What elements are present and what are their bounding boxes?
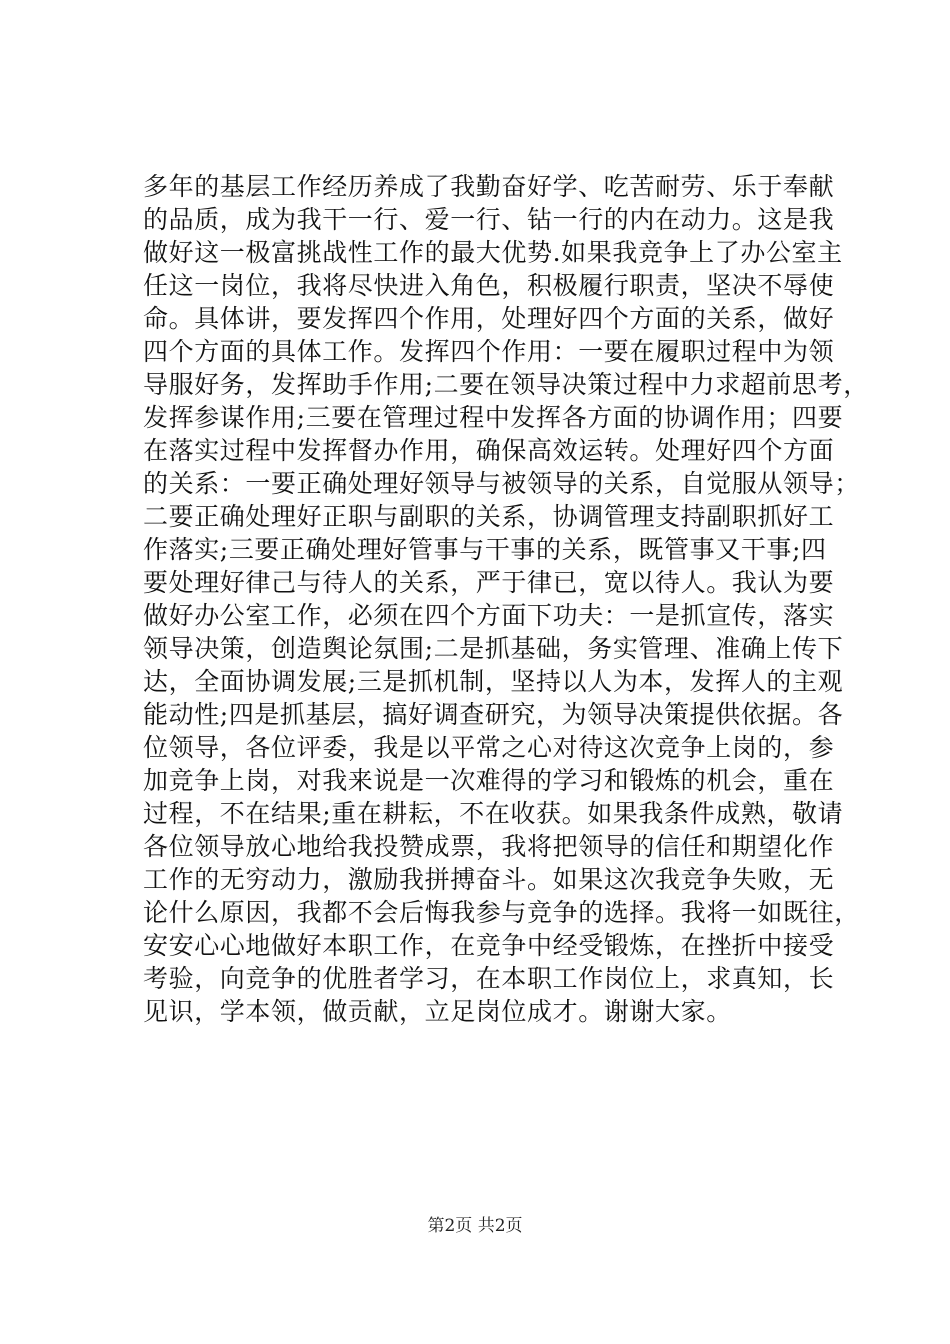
text-line: 见识，学本领，做贡献，立足岗位成才。谢谢大家。	[143, 997, 732, 1026]
text-line: 四个方面的具体工作。发挥四个作用：一要在履职过程中为领	[143, 337, 835, 366]
text-line: 达，全面协调发展;三是抓机制，坚持以人为本，发挥人的主观	[143, 667, 844, 696]
text-line: 领导决策，创造舆论氛围;二是抓基础，务实管理、准确上传下	[143, 634, 844, 663]
text-line: 二要正确处理好正职与副职的关系，协调管理支持副职抓好工	[143, 502, 835, 531]
text-line: 做好这一极富挑战性工作的最大优势.如果我竞争上了办公室主	[143, 238, 843, 267]
text-line: 作落实;三要正确处理好管事与干事的关系，既管事又干事;四	[143, 535, 827, 564]
body-text	[143, 170, 869, 1028]
text-line: 各位领导放心地给我投赞成票，我将把领导的信任和期望化作	[143, 832, 835, 861]
text-line: 发挥参谋作用;三要在管理过程中发挥各方面的协调作用；四要	[143, 403, 844, 432]
text-line: 的品质，成为我干一行、爱一行、钻一行的内在动力。这是我	[143, 205, 835, 234]
text-line: 位领导，各位评委，我是以平常之心对待这次竞争上岗的，参	[143, 733, 835, 762]
text-line: 导服好务，发挥助手作用;二要在领导决策过程中力求超前思考，	[143, 370, 869, 399]
text-line: 在落实过程中发挥督办作用，确保高效运转。处理好四个方面	[143, 436, 835, 465]
text-line: 多年的基层工作经历养成了我勤奋好学、吃苦耐劳、乐于奉献	[143, 172, 835, 201]
text-line: 的关系：一要正确处理好领导与被领导的关系，自觉服从领导；	[143, 469, 860, 498]
text-line: 命。具体讲，要发挥四个作用，处理好四个方面的关系，做好	[143, 304, 835, 333]
text-line: 工作的无穷动力，激励我拼搏奋斗。如果这次我竞争失败，无	[143, 865, 835, 894]
text-line: 加竞争上岗，对我来说是一次难得的学习和锻炼的机会，重在	[143, 766, 835, 795]
text-line: 能动性;四是抓基层，搞好调查研究，为领导决策提供依据。各	[143, 700, 844, 729]
text-line: 安安心心地做好本职工作，在竞争中经受锻炼，在挫折中接受	[143, 931, 835, 960]
text-line: 任这一岗位，我将尽快进入角色，积极履行职责，坚决不辱使	[143, 271, 835, 300]
text-line: 过程，不在结果;重在耕耘，不在收获。如果我条件成熟，敬请	[143, 799, 844, 828]
page-number-footer: 第2页 共2页	[427, 1216, 523, 1236]
text-line: 要处理好律己与待人的关系，严于律已，宽以待人。我认为要	[143, 568, 835, 597]
text-line: 考验，向竞争的优胜者学习，在本职工作岗位上，求真知，长	[143, 964, 835, 993]
text-line: 做好办公室工作，必须在四个方面下功夫：一是抓宣传，落实	[143, 601, 835, 630]
text-line: 论什么原因，我都不会后悔我参与竞争的选择。我将一如既往，	[143, 898, 860, 927]
